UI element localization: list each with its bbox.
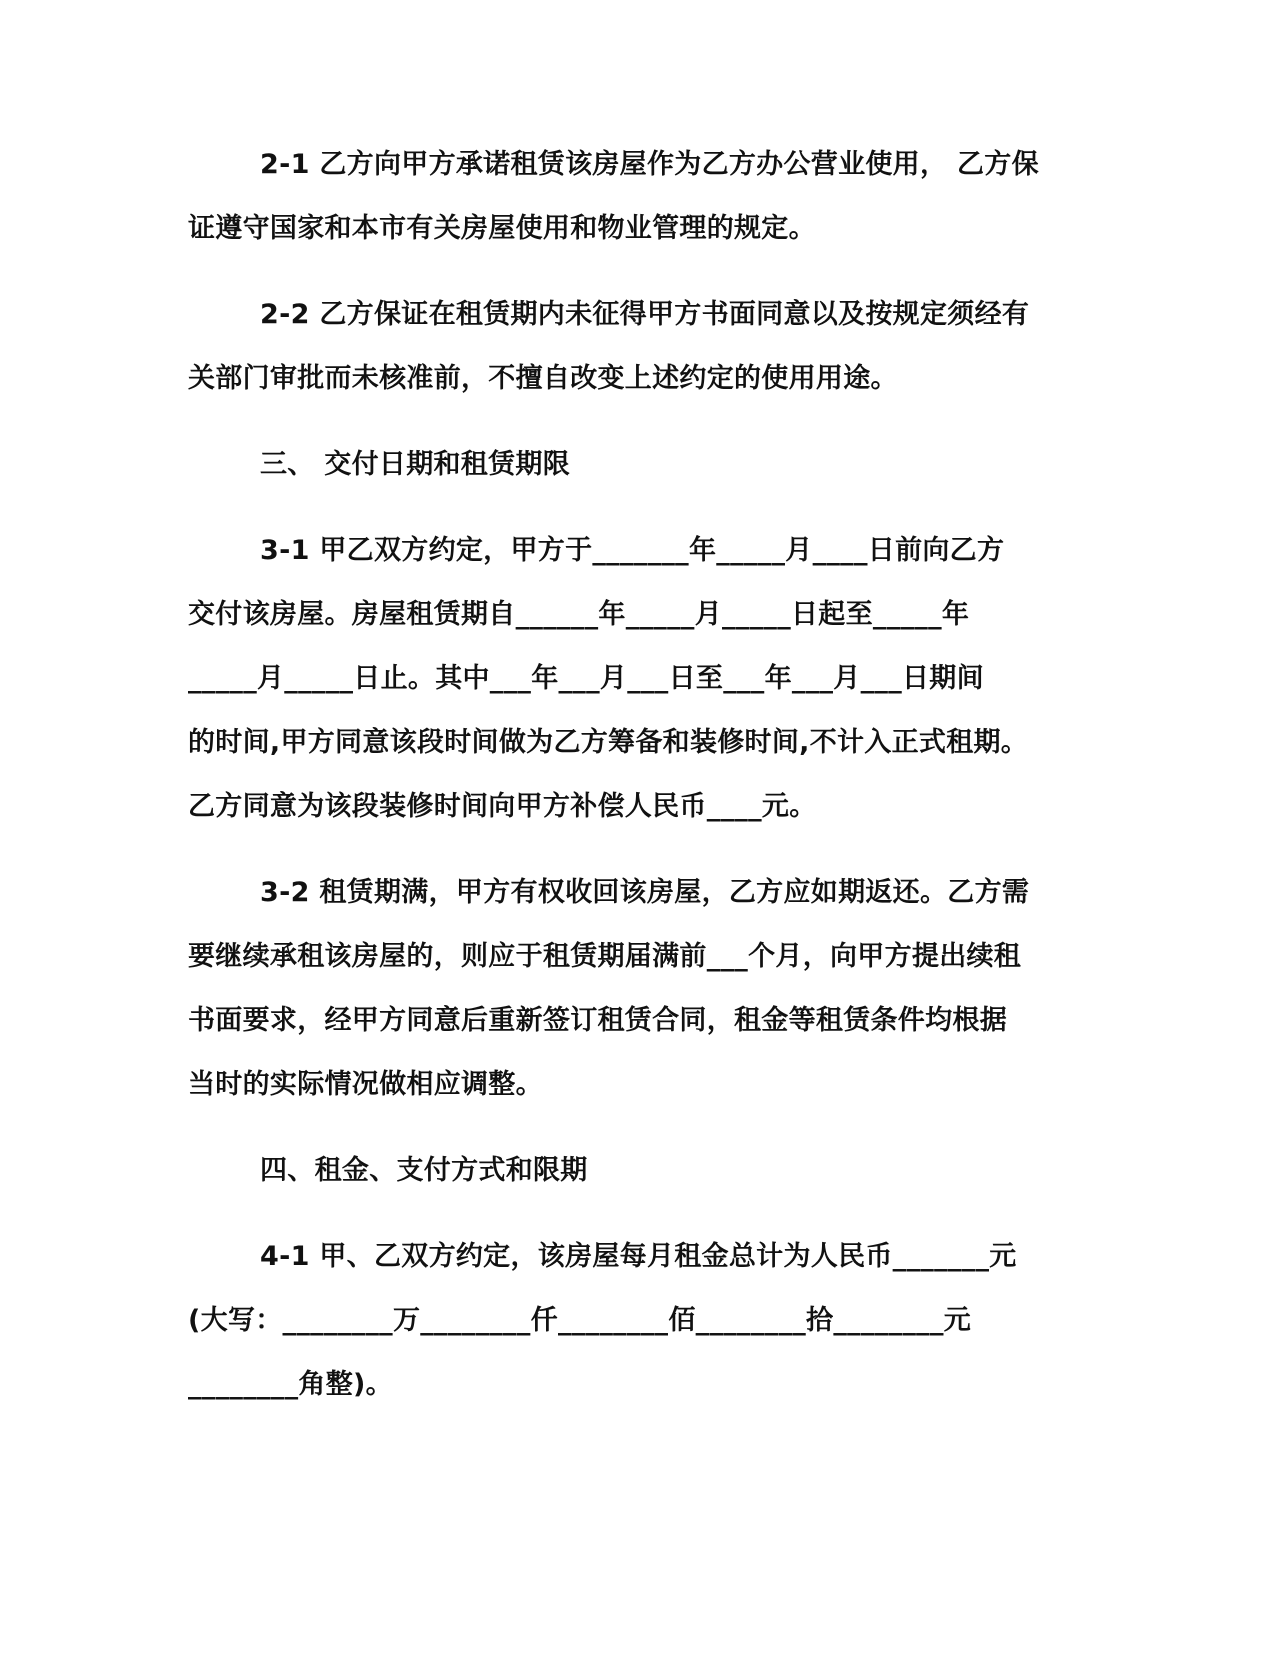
clause-3-2-line-4: 当时的实际情况做相应调整。 [188, 1069, 543, 1100]
clause-4-1-line-1: 4-1 甲、乙双方约定，该房屋每月租金总计为人民币_______元 [260, 1241, 1017, 1272]
clause-2-2-line-2: 关部门审批而未核准前，不擅自改变上述约定的使用用途。 [188, 363, 898, 394]
clause-2-1-line-2: 证遵守国家和本市有关房屋使用和物业管理的规定。 [188, 213, 816, 244]
clause-3-2-line-1: 3-2 租赁期满，甲方有权收回该房屋，乙方应如期返还。乙方需 [260, 877, 1030, 908]
clause-3-1-line-5: 乙方同意为该段装修时间向甲方补偿人民币____元。 [188, 791, 817, 822]
clause-3-1-line-2: 交付该房屋。房屋租赁期自______年_____月_____日起至_____年 [188, 599, 970, 630]
clause-3-1-line-3: _____月_____日止。其中___年___月___日至___年___月___日期间 [188, 663, 984, 694]
clause-3-2-line-3: 书面要求，经甲方同意后重新签订租赁合同，租金等租赁条件均根据 [188, 1005, 1007, 1036]
clause-4-1-line-3: ________角整)。 [188, 1369, 393, 1400]
clause-2-2-line-1: 2-2 乙方保证在租赁期内未征得甲方书面同意以及按规定须经有 [260, 299, 1030, 330]
clause-2-1-line-1: 2-1 乙方向甲方承诺租赁该房屋作为乙方办公营业使用， 乙方保 [260, 149, 1039, 180]
section-4-heading: 四、租金、支付方式和限期 [260, 1155, 588, 1186]
clause-3-2-line-2: 要继续承租该房屋的，则应于租赁期届满前___个月，向甲方提出续租 [188, 941, 1022, 972]
clause-4-1-line-2: (大写：________万________仟________佰________拾________元 [188, 1305, 972, 1336]
section-3-heading: 三、 交付日期和租赁期限 [260, 449, 570, 480]
clause-3-1-line-4: 的时间,甲方同意该段时间做为乙方筹备和装修时间,不计入正式租期。 [188, 727, 1029, 758]
clause-3-1-line-1: 3-1 甲乙双方约定，甲方于_______年_____月____日前向乙方 [260, 535, 1005, 566]
